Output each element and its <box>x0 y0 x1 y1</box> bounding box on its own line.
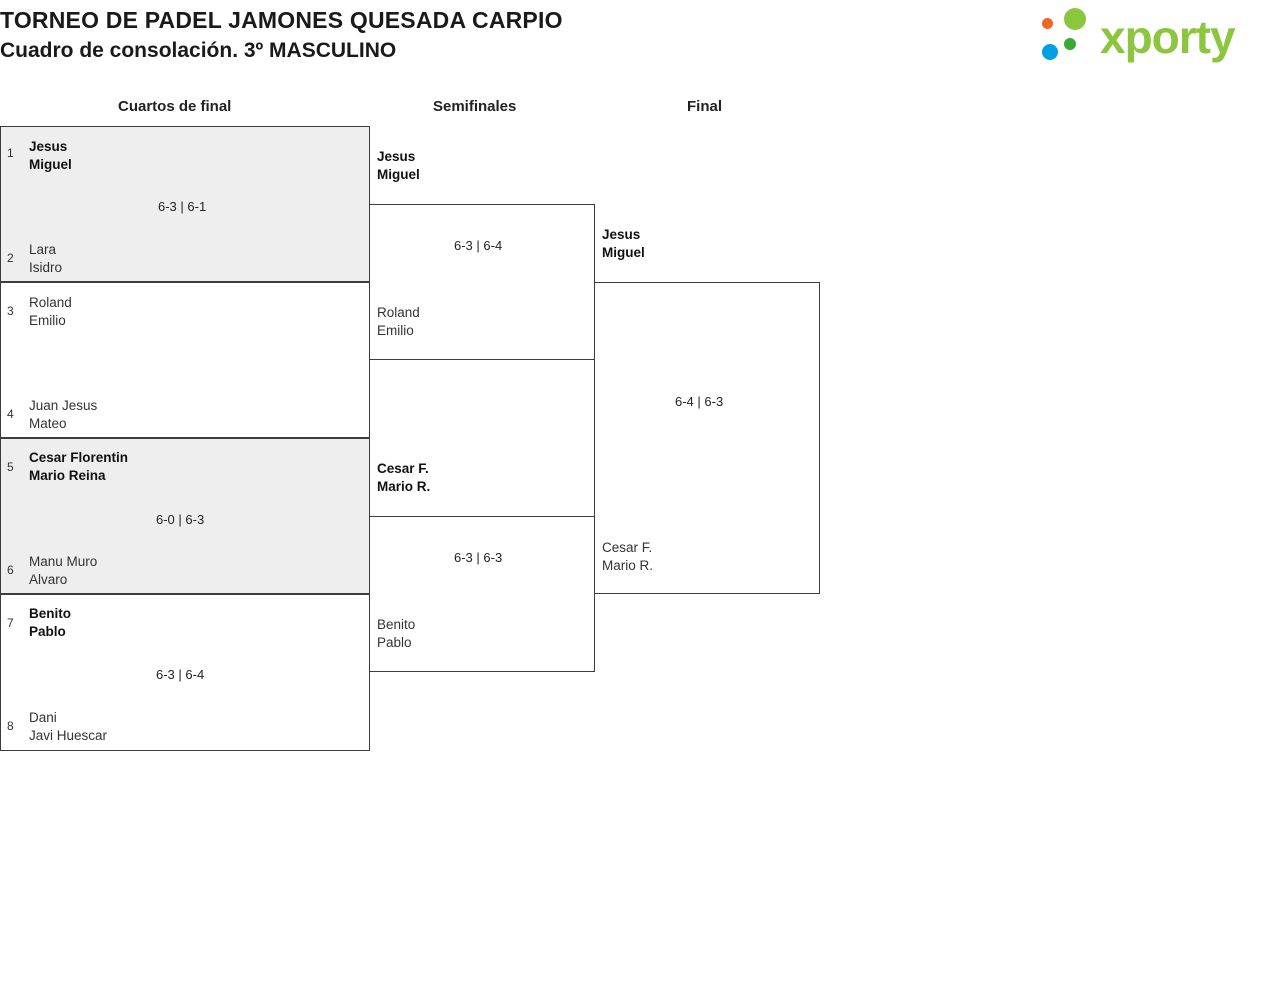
match-score: 6-3 | 6-1 <box>158 199 207 214</box>
team-name: Dani <box>29 710 57 725</box>
round-header-final: Final <box>687 98 723 115</box>
round-header-quarterfinals: Cuartos de final <box>118 98 232 115</box>
seed-number: 6 <box>7 563 14 577</box>
seed-number: 7 <box>7 616 14 630</box>
seed-number: 5 <box>7 460 14 474</box>
logo-wordmark: xporty <box>1100 11 1235 63</box>
seed-number: 4 <box>7 407 14 421</box>
team-name: Mario Reina <box>29 468 106 483</box>
round-header-semifinals: Semifinales <box>433 98 517 115</box>
team-name: Benito <box>29 606 71 621</box>
team-name: Lara <box>29 242 57 257</box>
match-score: 6-3 | 6-4 <box>156 667 205 682</box>
team-name: Emilio <box>29 313 66 328</box>
match-qf-1[interactable] <box>0 126 370 282</box>
team-name: Miguel <box>377 167 420 182</box>
tournament-title: TORNEO DE PADEL JAMONES QUESADA CARPIO <box>0 7 563 33</box>
team-name: Cesar Florentin <box>29 450 129 465</box>
team-name: Pablo <box>29 624 66 639</box>
team-name: Mateo <box>29 416 67 431</box>
match-score: 6-0 | 6-3 <box>156 512 205 527</box>
team-name: Miguel <box>602 245 645 260</box>
team-name: Jesus <box>29 139 68 154</box>
team-name: Mario R. <box>602 558 654 573</box>
team-name: Cesar F. <box>377 461 429 476</box>
team-name: Cesar F. <box>602 540 653 555</box>
team-name: Alvaro <box>29 572 68 587</box>
team-name: Manu Muro <box>29 554 98 569</box>
team-name: Pablo <box>377 635 412 650</box>
seed-number: 1 <box>7 146 14 160</box>
match-score: 6-4 | 6-3 <box>675 394 724 409</box>
match-qf-2[interactable] <box>0 282 370 438</box>
team-name: Jesus <box>602 227 641 242</box>
team-name: Roland <box>29 295 72 310</box>
team-name: Benito <box>377 617 416 632</box>
bracket-subtitle: Cuadro de consolación. 3º MASCULINO <box>0 39 397 62</box>
match-qf-4[interactable] <box>0 594 370 751</box>
team-name: Mario R. <box>377 479 431 494</box>
team-name: Roland <box>377 305 420 320</box>
team-name: Isidro <box>29 260 63 275</box>
seed-number: 8 <box>7 719 14 733</box>
match-score: 6-3 | 6-4 <box>454 238 503 253</box>
match-score: 6-3 | 6-3 <box>454 550 503 565</box>
team-name: Juan Jesus <box>29 398 98 413</box>
team-name: Jesus <box>377 149 416 164</box>
team-name: Emilio <box>377 323 414 338</box>
seed-number: 2 <box>7 251 14 265</box>
team-name: Miguel <box>29 157 72 172</box>
seed-number: 3 <box>7 304 14 318</box>
team-name: Javi Huescar <box>29 728 108 743</box>
match-qf-3[interactable] <box>0 438 370 594</box>
